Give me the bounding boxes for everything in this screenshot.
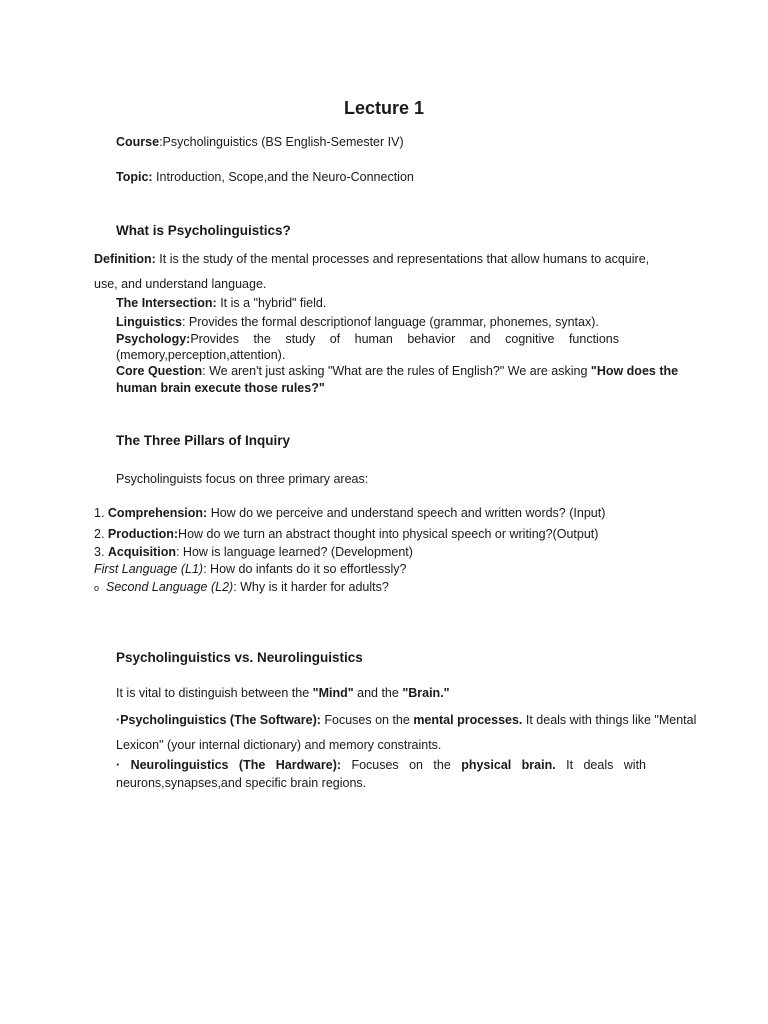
neurolinguistics-text1: Focuses on the [341, 758, 462, 772]
neurolinguistics-line2: neurons,synapses,and specific brain regions. [116, 776, 367, 790]
list-item-label: Acquisition [107, 545, 176, 559]
sub-item-text: : How do infants do it so effortlessly? [203, 562, 407, 576]
page-title: Lecture 1 [343, 98, 425, 118]
topic-label: Topic: [116, 170, 153, 184]
neurolinguistics-label: · Neurolinguistics (The Hardware): [116, 758, 342, 772]
definition-line1 [94, 251, 649, 267]
neurolinguistics-text2: It deals with [555, 758, 647, 772]
list-item-number: 3. [94, 545, 108, 559]
definition-line2: use, and understand language. [94, 277, 267, 291]
core-question-bold: "How does the [590, 364, 679, 378]
core-question-line2: human brain execute those rules?" [116, 381, 325, 395]
neurolinguistics-line1 [116, 757, 646, 773]
sub-item-label: First Language (L1) [94, 562, 204, 576]
list-item-label: Production: [107, 527, 179, 541]
list-item [94, 505, 605, 521]
section3-heading: Psycholinguistics vs. Neurolinguistics [116, 650, 363, 665]
linguistics-label: Linguistics [116, 315, 182, 329]
neurolinguistics-bold: physical brain. [461, 758, 556, 772]
section2-heading: The Three Pillars of Inquiry [116, 433, 291, 448]
psycholinguistics-text1: Focuses on the [320, 713, 414, 727]
psychology-text: Provides the study of human behavior and cognitive functions [190, 332, 619, 346]
core-question-line1 [116, 363, 678, 379]
sub-item-text: : Why is it harder for adults? [233, 580, 389, 594]
intersection-text: It is a "hybrid" field. [216, 296, 327, 310]
psycholinguistics-line1 [116, 712, 696, 728]
linguistics-text: : Provides the formal descriptionof language (grammar, phonemes, syntax). [181, 315, 599, 329]
intersection-label: The Intersection: [116, 296, 217, 310]
sub-item-l1 [94, 561, 406, 577]
intro-text: It is vital to distinguish between the [116, 686, 313, 700]
list-item [94, 526, 598, 542]
course-value: :Psycholinguistics (BS English-Semester IV) [159, 135, 404, 149]
course-line [116, 134, 404, 150]
section2-intro: Psycholinguists focus on three primary areas: [116, 472, 369, 486]
psychology-line2: (memory,perception,attention). [116, 348, 286, 362]
list-item-text: How do we turn an abstract thought into physical speech or writing?(Output) [178, 527, 599, 541]
definition-label: Definition: [94, 252, 156, 266]
intersection-line [116, 295, 326, 311]
psycholinguistics-bold: mental processes. [413, 713, 523, 727]
section1-heading: What is Psycholinguistics? [116, 223, 291, 238]
core-question-text: : We aren't just asking "What are the rules of English?" We are asking [202, 364, 591, 378]
linguistics-line [116, 314, 599, 330]
core-question-label: Core Question [116, 364, 203, 378]
psycholinguistics-text2: It deals with things like "Mental [522, 713, 697, 727]
sub-item-l2 [94, 579, 389, 596]
course-label: Course [116, 135, 160, 149]
intro-and: and the [353, 686, 403, 700]
section3-intro [116, 685, 450, 701]
intro-brain: "Brain." [402, 686, 450, 700]
definition-text: It is the study of the mental processes and representations that allow humans to acquire, [155, 252, 650, 266]
list-item-text: : How is language learned? (Development) [175, 545, 413, 559]
topic-value: Introduction, Scope,and the Neuro-Connection [152, 170, 414, 184]
list-item-number: 1. [94, 506, 108, 520]
sub-item-label: Second Language (L2) [106, 580, 234, 594]
psycholinguistics-line2: Lexicon" (your internal dictionary) and memory constraints. [116, 738, 442, 752]
list-item [94, 544, 413, 560]
list-item-number: 2. [94, 527, 108, 541]
list-item-label: Comprehension: [107, 506, 208, 520]
psychology-label: Psychology: [116, 332, 191, 346]
topic-line [116, 169, 414, 185]
psychology-line1 [116, 331, 619, 347]
list-item-text: How do we perceive and understand speech and written words? (Input) [207, 506, 606, 520]
psycholinguistics-label: ·Psycholinguistics (The Software): [116, 713, 321, 727]
intro-mind: "Mind" [312, 686, 354, 700]
circle-bullet-icon: o [94, 582, 100, 593]
